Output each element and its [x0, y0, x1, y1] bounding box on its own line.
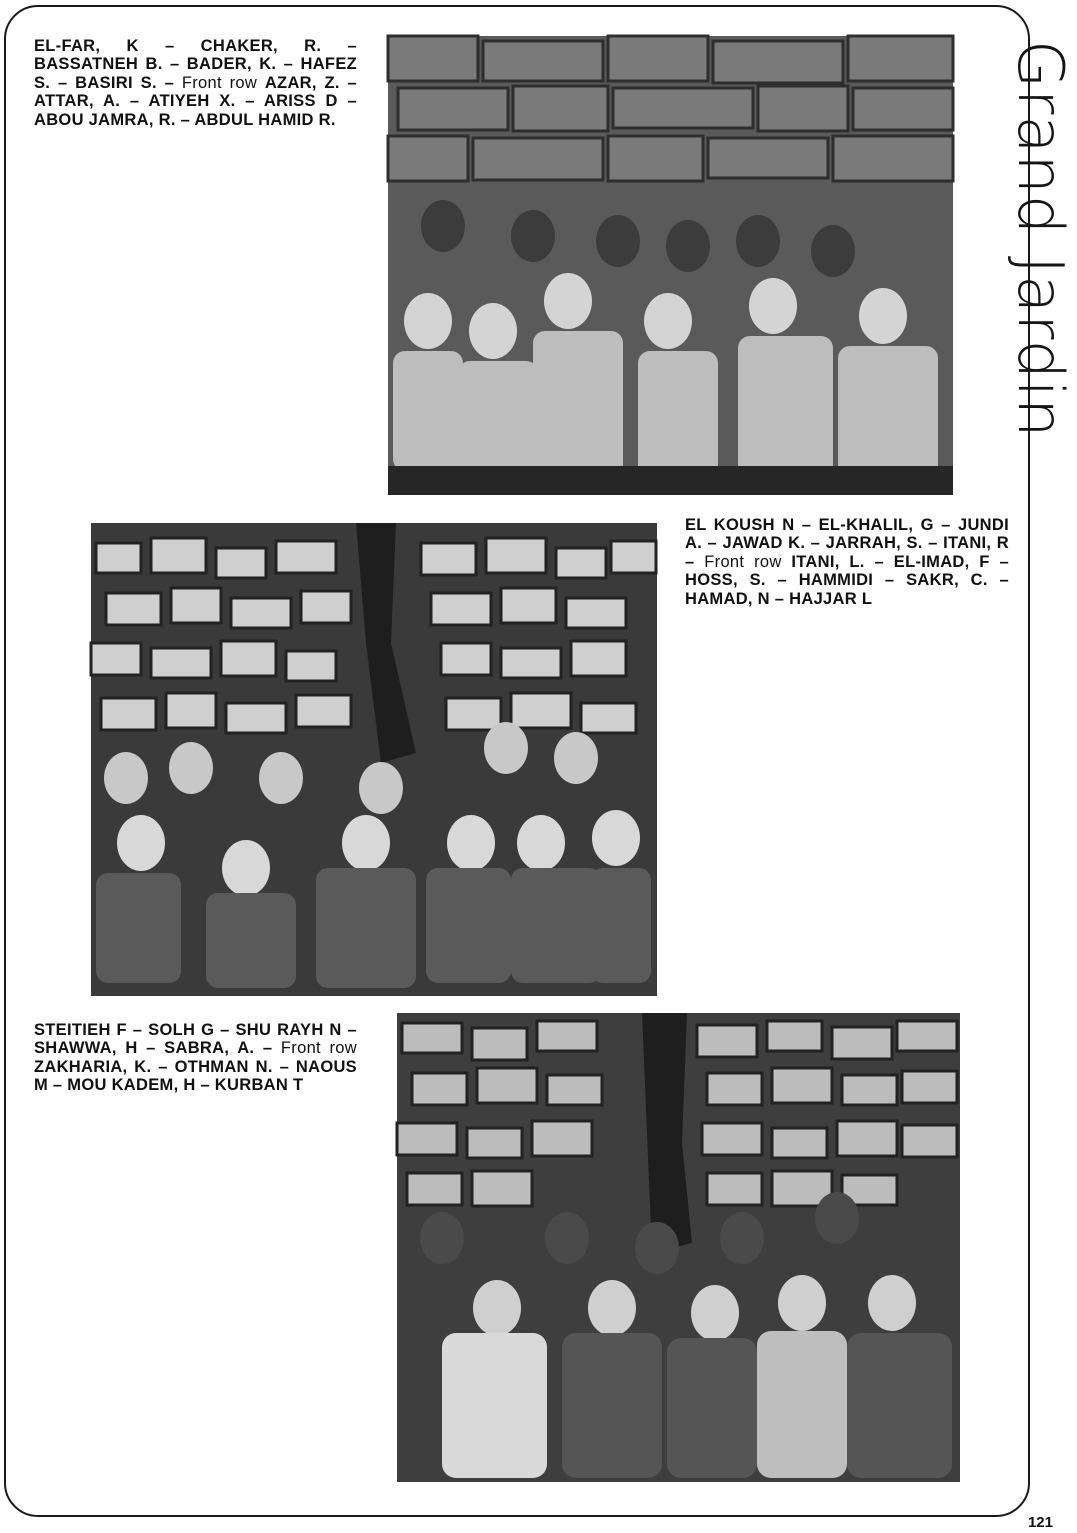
group-photo-2-image: [91, 523, 657, 996]
caption-group-1: [34, 37, 357, 129]
caption-group-2-part-1: EL KOUSH N – EL-KHALIL, G – JUNDI A. – JAWAD K. – JARRAH, S. – ITANI, R –: [685, 516, 1009, 571]
caption-group-1-part-1: EL-FAR, K – CHAKER, R. – BASSATNEH B. – BADER, K. – HAFEZ S. – BASIRI S. –: [34, 37, 357, 92]
section-title: [1004, 40, 1077, 439]
group-photo-2: [91, 523, 657, 996]
caption-group-1-front-row: Front row: [181, 73, 265, 92]
caption-group-3-front-row: Front row: [280, 1039, 357, 1058]
group-photo-3: [397, 1013, 960, 1482]
group-photo-1: [388, 36, 953, 495]
caption-group-2: [685, 516, 1009, 608]
caption-group-1-part-2: AZAR, Z. – ATTAR, A. – ATIYEH X. – ARISS D – ABOU JAMRA, R. – ABDUL HAMID R.: [34, 73, 357, 129]
group-photo-3-image: [397, 1013, 960, 1482]
caption-group-3-part-2: ZAKHARIA, K. – OTHMAN N. – NAOUS M – MOU KADEM, H – KURBAN T: [34, 1057, 357, 1095]
caption-group-3-part-1: STEITIEH F – SOLH G – SHU RAYH N – SHAWWA, H – SABRA, A. –: [34, 1021, 357, 1058]
group-photo-1-image: [388, 36, 953, 495]
section-title-text: Grand Jardin: [1004, 40, 1077, 439]
caption-group-2-front-row: Front row: [704, 552, 792, 571]
page-number: 121: [1027, 1514, 1053, 1531]
caption-group-3: [34, 1021, 357, 1095]
caption-group-2-part-2: ITANI, L. – EL-IMAD, F – HOSS, S. – HAMMIDI – SAKR, C. – HAMAD, N – HAJJAR L: [685, 552, 1009, 608]
